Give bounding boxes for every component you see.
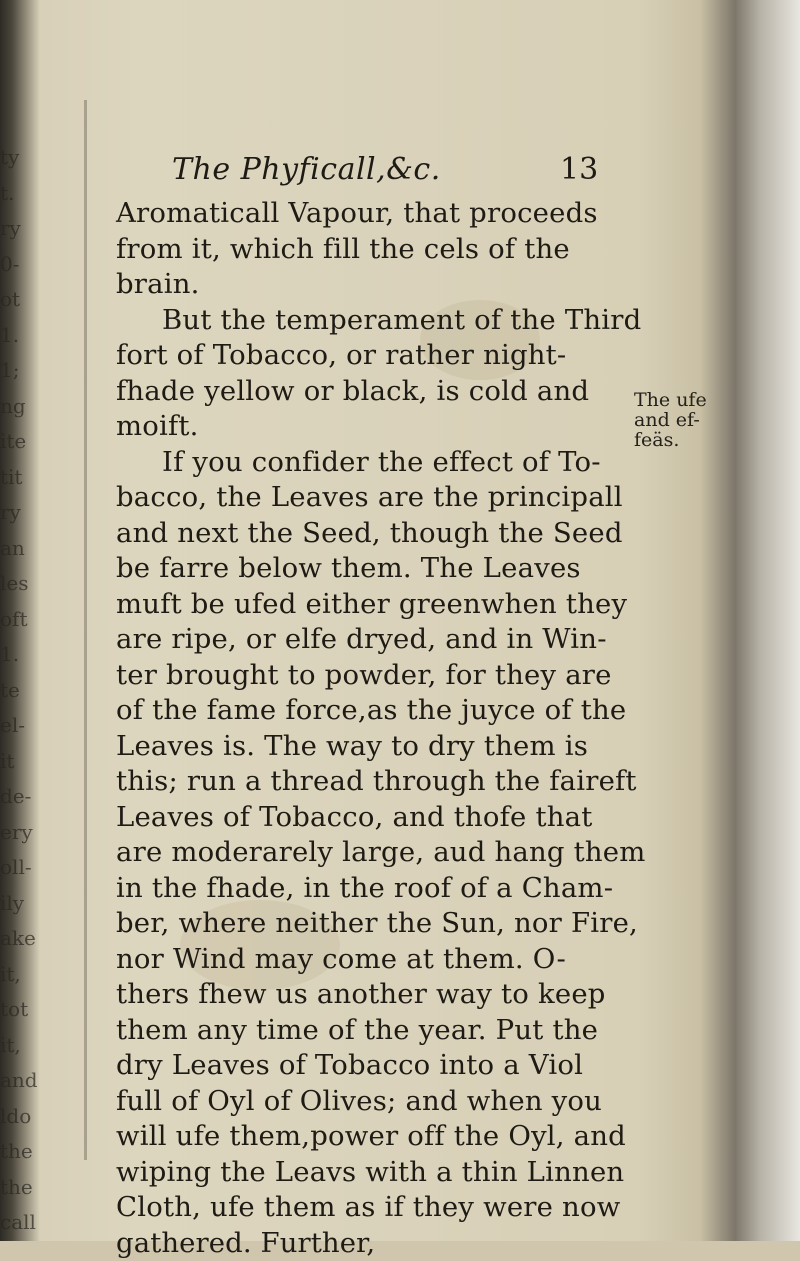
text-line: full of Oyl of Olives; and when you [116, 1084, 636, 1120]
body-text [116, 196, 636, 1261]
running-title: The Phyficall,&c. [172, 152, 441, 187]
page-number: 13 [560, 152, 598, 187]
text-line: brain. [116, 267, 636, 303]
text-line: Aromaticall Vapour, that proceeds [116, 196, 636, 232]
text-line: will ufe them,power off the Oyl, and [116, 1119, 636, 1155]
text-line: are moderarely large, aud hang them [116, 835, 636, 871]
text-line: thers fhew us another way to keep [116, 977, 636, 1013]
text-line: are ripe, or elfe dryed, and in Win- [116, 622, 636, 658]
text-line: fhade yellow or black, is cold and [116, 374, 636, 410]
text-line: this; run a thread through the faireft [116, 764, 636, 800]
text-line: Cloth, ufe them as if they were now [116, 1190, 636, 1226]
facing-page-bleed: ty t. ry 0- ot 1. 1; ng ite tit ry an les oft 1. te el- it de- ery oll- ily ake it, tot it, and ldo the the call [0, 140, 62, 700]
text-line: If you confider the effect of To- [116, 445, 636, 481]
text-line: nor Wind may come at them. O- [116, 942, 636, 978]
text-line: gathered. Further, [116, 1226, 636, 1261]
text-line: in the fhade, in the roof of a Cham- [116, 871, 636, 907]
text-line: ber, where neither the Sun, nor Fire, [116, 906, 636, 942]
text-line: ter brought to powder, for they are [116, 658, 636, 694]
text-line: from it, which fill the cels of the [116, 232, 636, 268]
text-line: muft be ufed either greenwhen they [116, 587, 636, 623]
text-line: But the temperament of the Third [116, 303, 636, 339]
text-line: Leaves is. The way to dry them is [116, 729, 636, 765]
text-line: Leaves of Tobacco, and thofe that [116, 800, 636, 836]
text-line: moift. [116, 409, 636, 445]
book-page [92, 150, 732, 1150]
text-line: wiping the Leavs with a thin Linnen [116, 1155, 636, 1191]
marginal-note: The ufe and ef- feäs. [634, 390, 724, 450]
text-line: dry Leaves of Tobacco into a Viol [116, 1048, 636, 1084]
text-line: bacco, the Leaves are the principall [116, 480, 636, 516]
text-line: be farre below them. The Leaves [116, 551, 636, 587]
text-line: of the fame force,as the juyce of the [116, 693, 636, 729]
page-gutter [84, 100, 87, 1160]
running-head [92, 152, 652, 194]
text-line: fort of Tobacco, or rather night- [116, 338, 636, 374]
text-line: and next the Seed, though the Seed [116, 516, 636, 552]
text-line: them any time of the year. Put the [116, 1013, 636, 1049]
